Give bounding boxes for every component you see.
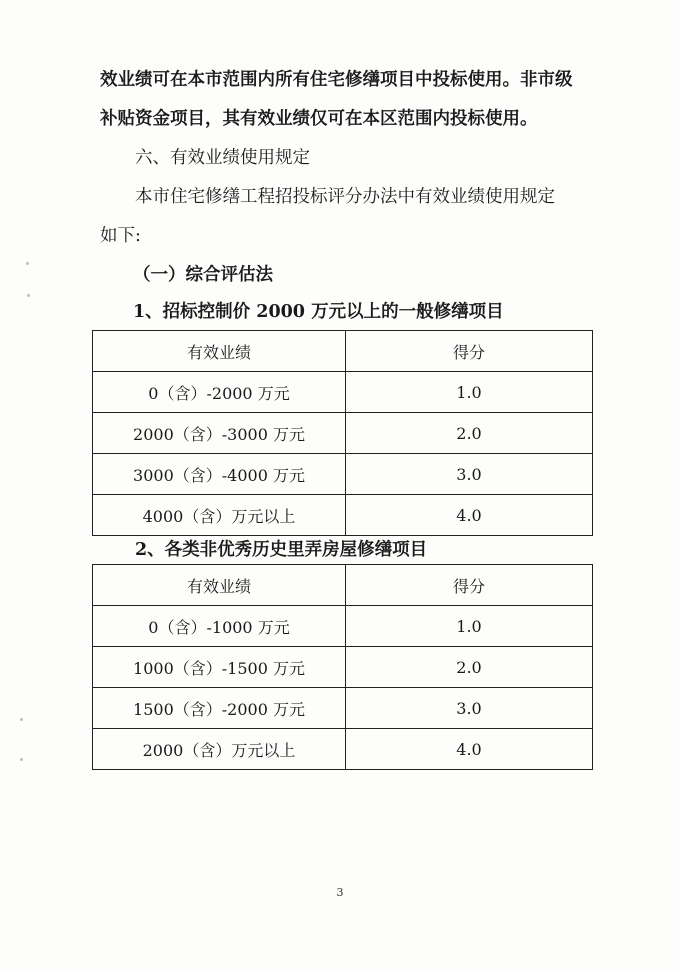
table-cell: 2000（含）万元以上 <box>93 729 346 770</box>
table-cell: 4000（含）万元以上 <box>93 495 346 536</box>
table-header-cell: 有效业绩 <box>93 565 346 606</box>
table-cell: 2.0 <box>346 413 593 454</box>
table-row <box>93 688 593 729</box>
table-cell: 2000（含）-3000 万元 <box>93 413 346 454</box>
table-cell: 3000（含）-4000 万元 <box>93 454 346 495</box>
paragraph-line: 效业绩可在本市范围内所有住宅修缮项目中投标使用。非市级 <box>100 70 573 90</box>
table-row <box>93 454 593 495</box>
page-number: 3 <box>336 886 344 899</box>
paragraph-line: 补贴资金项目，其有效业绩仅可在本区范围内投标使用。 <box>100 109 538 129</box>
table-cell: 2.0 <box>346 647 593 688</box>
paragraph-line: 本市住宅修缮工程招投标评分办法中有效业绩使用规定 <box>135 187 555 207</box>
table-cell: 0（含）-2000 万元 <box>93 372 346 413</box>
table-header-row <box>93 565 593 606</box>
table-cell: 1.0 <box>346 606 593 647</box>
score-table-1 <box>92 330 593 536</box>
table-row <box>93 606 593 647</box>
table-cell: 4.0 <box>346 495 593 536</box>
table-cell: 3.0 <box>346 454 593 495</box>
item-heading: 1、招标控制价 2000 万元以上的一般修缮项目 <box>133 302 504 322</box>
table-cell: 3.0 <box>346 688 593 729</box>
table-row <box>93 495 593 536</box>
paragraph-line: 如下: <box>100 226 141 246</box>
scan-speck <box>27 294 30 297</box>
section-heading: 六、有效业绩使用规定 <box>135 148 310 168</box>
table-cell: 1.0 <box>346 372 593 413</box>
table-row <box>93 372 593 413</box>
method-heading: （一）综合评估法 <box>133 265 273 285</box>
table-cell: 0（含）-1000 万元 <box>93 606 346 647</box>
table-row <box>93 729 593 770</box>
table-cell: 4.0 <box>346 729 593 770</box>
table-header-cell: 得分 <box>346 331 593 372</box>
score-table-2 <box>92 564 593 770</box>
table-cell: 1500（含）-2000 万元 <box>93 688 346 729</box>
scan-speck <box>20 758 23 761</box>
table-header-row <box>93 331 593 372</box>
table-header-cell: 有效业绩 <box>93 331 346 372</box>
scan-speck <box>26 262 29 265</box>
table-row <box>93 413 593 454</box>
scan-speck <box>20 718 23 721</box>
table-cell: 1000（含）-1500 万元 <box>93 647 346 688</box>
table-row <box>93 647 593 688</box>
item-heading: 2、各类非优秀历史里弄房屋修缮项目 <box>135 540 428 560</box>
table-header-cell: 得分 <box>346 565 593 606</box>
